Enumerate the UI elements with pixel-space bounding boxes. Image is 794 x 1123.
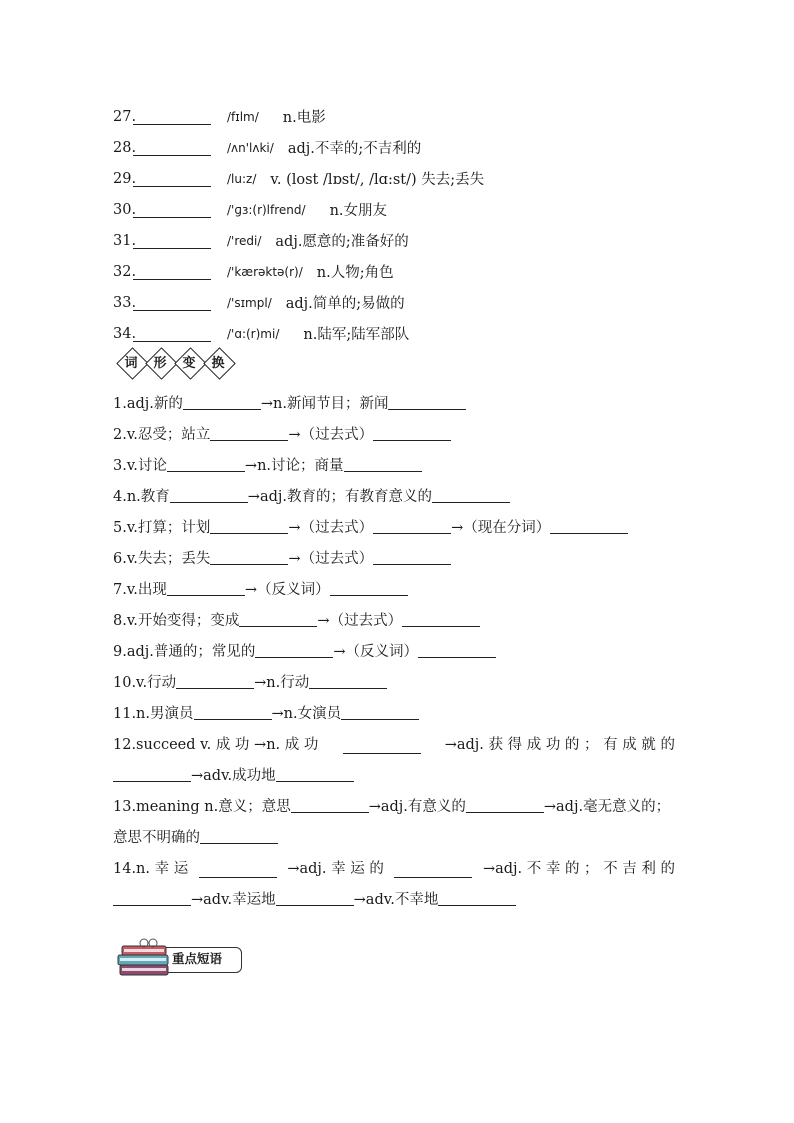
prompt: →adj.毫无意义的； [543, 799, 671, 815]
answer-blank[interactable] [167, 456, 245, 472]
meaning: n.女朋友 [329, 203, 388, 219]
answer-blank[interactable] [194, 704, 272, 720]
answer-blank[interactable] [373, 518, 451, 534]
item-number: 33. [113, 294, 137, 311]
prompt: 10.v.行动 [113, 675, 177, 691]
answer-blank[interactable] [133, 140, 211, 156]
answer-blank[interactable] [176, 673, 254, 689]
phonetic: /'redi/ [227, 233, 262, 248]
section-badge-word-forms [117, 348, 235, 380]
answer-blank[interactable] [418, 642, 496, 658]
vocab-row [113, 101, 713, 132]
prompt: →adv.幸运地 [191, 892, 276, 908]
answer-blank[interactable] [394, 862, 472, 878]
answer-blank[interactable] [291, 797, 369, 813]
form-row [113, 668, 675, 699]
form-row [113, 575, 675, 606]
meaning: adj.不幸的;不吉利的 [287, 141, 422, 157]
form-row [113, 637, 675, 668]
answer-blank[interactable] [432, 487, 510, 503]
prompt: →（现在分词） [451, 520, 551, 536]
form-row-luck [113, 854, 675, 916]
vocab-row [113, 132, 713, 163]
answer-blank[interactable] [466, 797, 544, 813]
meaning: n.陆军;陆军部队 [303, 327, 410, 343]
prompt: 14.n. 幸 运 [113, 861, 189, 877]
answer-blank[interactable] [330, 580, 408, 596]
prompt: 6.v.失去；丢失 [113, 551, 211, 567]
item-number: 32. [113, 263, 137, 280]
form-line [113, 823, 675, 854]
books-icon [116, 935, 176, 981]
answer-blank[interactable] [438, 890, 516, 906]
form-row-meaning [113, 792, 675, 854]
answer-blank[interactable] [133, 295, 211, 311]
item-number: 34. [113, 325, 137, 342]
prompt: →（过去式） [288, 427, 374, 443]
prompt: 意思不明确的 [113, 830, 200, 846]
form-line [113, 761, 675, 792]
answer-blank[interactable] [133, 202, 211, 218]
vocabulary-list [113, 101, 713, 349]
form-row [113, 389, 675, 420]
answer-blank[interactable] [341, 704, 419, 720]
answer-blank[interactable] [210, 549, 288, 565]
prompt: →n.行动 [254, 675, 310, 691]
phonetic: /lu:z/ [227, 171, 257, 186]
item-number: 28. [113, 139, 137, 156]
prompt: →adj.教育的；有教育意义的 [247, 489, 432, 505]
item-number: 31. [113, 232, 137, 249]
badge-char: 词 [124, 356, 138, 371]
answer-blank[interactable] [402, 611, 480, 627]
vocab-row [113, 256, 713, 287]
prompt: 2.v.忍受；站立 [113, 427, 211, 443]
item-number: 30. [113, 201, 137, 218]
word-forms-list [113, 389, 675, 916]
form-row [113, 606, 675, 637]
vocab-row [113, 225, 713, 256]
answer-blank[interactable] [276, 766, 354, 782]
phonetic: /fɪlm/ [227, 109, 259, 124]
answer-blank[interactable] [133, 233, 211, 249]
answer-blank[interactable] [183, 394, 261, 410]
answer-blank[interactable] [309, 673, 387, 689]
answer-blank[interactable] [200, 828, 278, 844]
form-row [113, 420, 675, 451]
section-badge-key-phrases [116, 935, 246, 981]
answer-blank[interactable] [373, 425, 451, 441]
prompt: 3.v.讨论 [113, 458, 167, 474]
meaning: v. (lost /lɒst/, /lɑ:st/) 失去;丢失 [270, 172, 485, 188]
form-line [113, 885, 675, 916]
answer-blank[interactable] [276, 890, 354, 906]
form-row [113, 513, 675, 544]
answer-blank[interactable] [113, 766, 191, 782]
phonetic: /'ɑ:(r)mi/ [227, 326, 280, 341]
prompt: →adj. 获 得 成 功 的 ； 有 成 就 的 [444, 737, 675, 753]
answer-blank[interactable] [344, 456, 422, 472]
item-number: 27. [113, 108, 137, 125]
badge-char: 换 [211, 356, 225, 371]
form-row [113, 699, 675, 730]
answer-blank[interactable] [133, 326, 211, 342]
item-number: 29. [113, 170, 137, 187]
meaning: n.人物;角色 [316, 265, 394, 281]
meaning: adj.简单的;易做的 [285, 296, 405, 312]
phonetic: /'sɪmpl/ [227, 295, 272, 310]
meaning: adj.愿意的;准备好的 [275, 234, 409, 250]
answer-blank[interactable] [133, 109, 211, 125]
prompt: 7.v.出现 [113, 582, 167, 598]
prompt: →（反义词） [333, 644, 419, 660]
prompt: →（过去式） [317, 613, 403, 629]
answer-blank[interactable] [167, 580, 245, 596]
phonetic: /'kærəktə(r)/ [227, 264, 303, 279]
answer-blank[interactable] [133, 171, 211, 187]
prompt: →n.讨论；商量 [244, 458, 344, 474]
answer-blank[interactable] [388, 394, 466, 410]
answer-blank[interactable] [170, 487, 248, 503]
badge-char: 形 [153, 356, 167, 371]
prompt: →adj. 不 幸 的 ； 不 吉 利 的 [482, 861, 675, 877]
badge-label: 重点短语 [172, 951, 223, 966]
form-line [113, 792, 675, 823]
form-line [113, 854, 675, 885]
prompt: →（过去式） [288, 551, 374, 567]
phonetic: /'ɡɜ:(r)lfrend/ [227, 202, 306, 217]
answer-blank[interactable] [255, 642, 333, 658]
prompt: →n.新闻节目；新闻 [260, 396, 389, 412]
answer-blank[interactable] [210, 518, 288, 534]
prompt: 12.succeed v. 成 功 →n. 成 功 [113, 737, 319, 753]
answer-blank[interactable] [373, 549, 451, 565]
form-row [113, 451, 675, 482]
prompt: →（过去式） [288, 520, 374, 536]
prompt: 4.n.教育 [113, 489, 170, 505]
prompt: 9.adj.普通的；常见的 [113, 644, 256, 660]
prompt: 5.v.打算；计划 [113, 520, 211, 536]
prompt: 8.v.开始变得；变成 [113, 613, 240, 629]
answer-blank[interactable] [550, 518, 628, 534]
form-row [113, 482, 675, 513]
answer-blank[interactable] [133, 264, 211, 280]
form-row [113, 544, 675, 575]
prompt: →（反义词） [244, 582, 330, 598]
vocab-row [113, 318, 713, 349]
badge-char: 变 [182, 356, 196, 371]
answer-blank[interactable] [210, 425, 288, 441]
form-line [113, 730, 675, 761]
answer-blank[interactable] [199, 862, 277, 878]
phonetic: /ʌn'lʌki/ [227, 140, 274, 155]
prompt: →adj. 幸 运 的 [287, 861, 384, 877]
prompt: →adv.不幸地 [353, 892, 439, 908]
answer-blank[interactable] [343, 738, 421, 754]
prompt: →n.女演员 [271, 706, 342, 722]
vocab-row [113, 287, 713, 318]
prompt: →adj.有意义的 [368, 799, 466, 815]
prompt: →adv.成功地 [191, 768, 276, 784]
answer-blank[interactable] [239, 611, 317, 627]
form-row-succeed [113, 730, 675, 792]
prompt: 13.meaning n.意义；意思 [113, 799, 291, 815]
prompt: 1.adj.新的 [113, 396, 183, 412]
vocab-row [113, 163, 713, 194]
vocab-row [113, 194, 713, 225]
answer-blank[interactable] [113, 890, 191, 906]
prompt: 11.n.男演员 [113, 706, 194, 722]
meaning: n.电影 [282, 110, 326, 126]
